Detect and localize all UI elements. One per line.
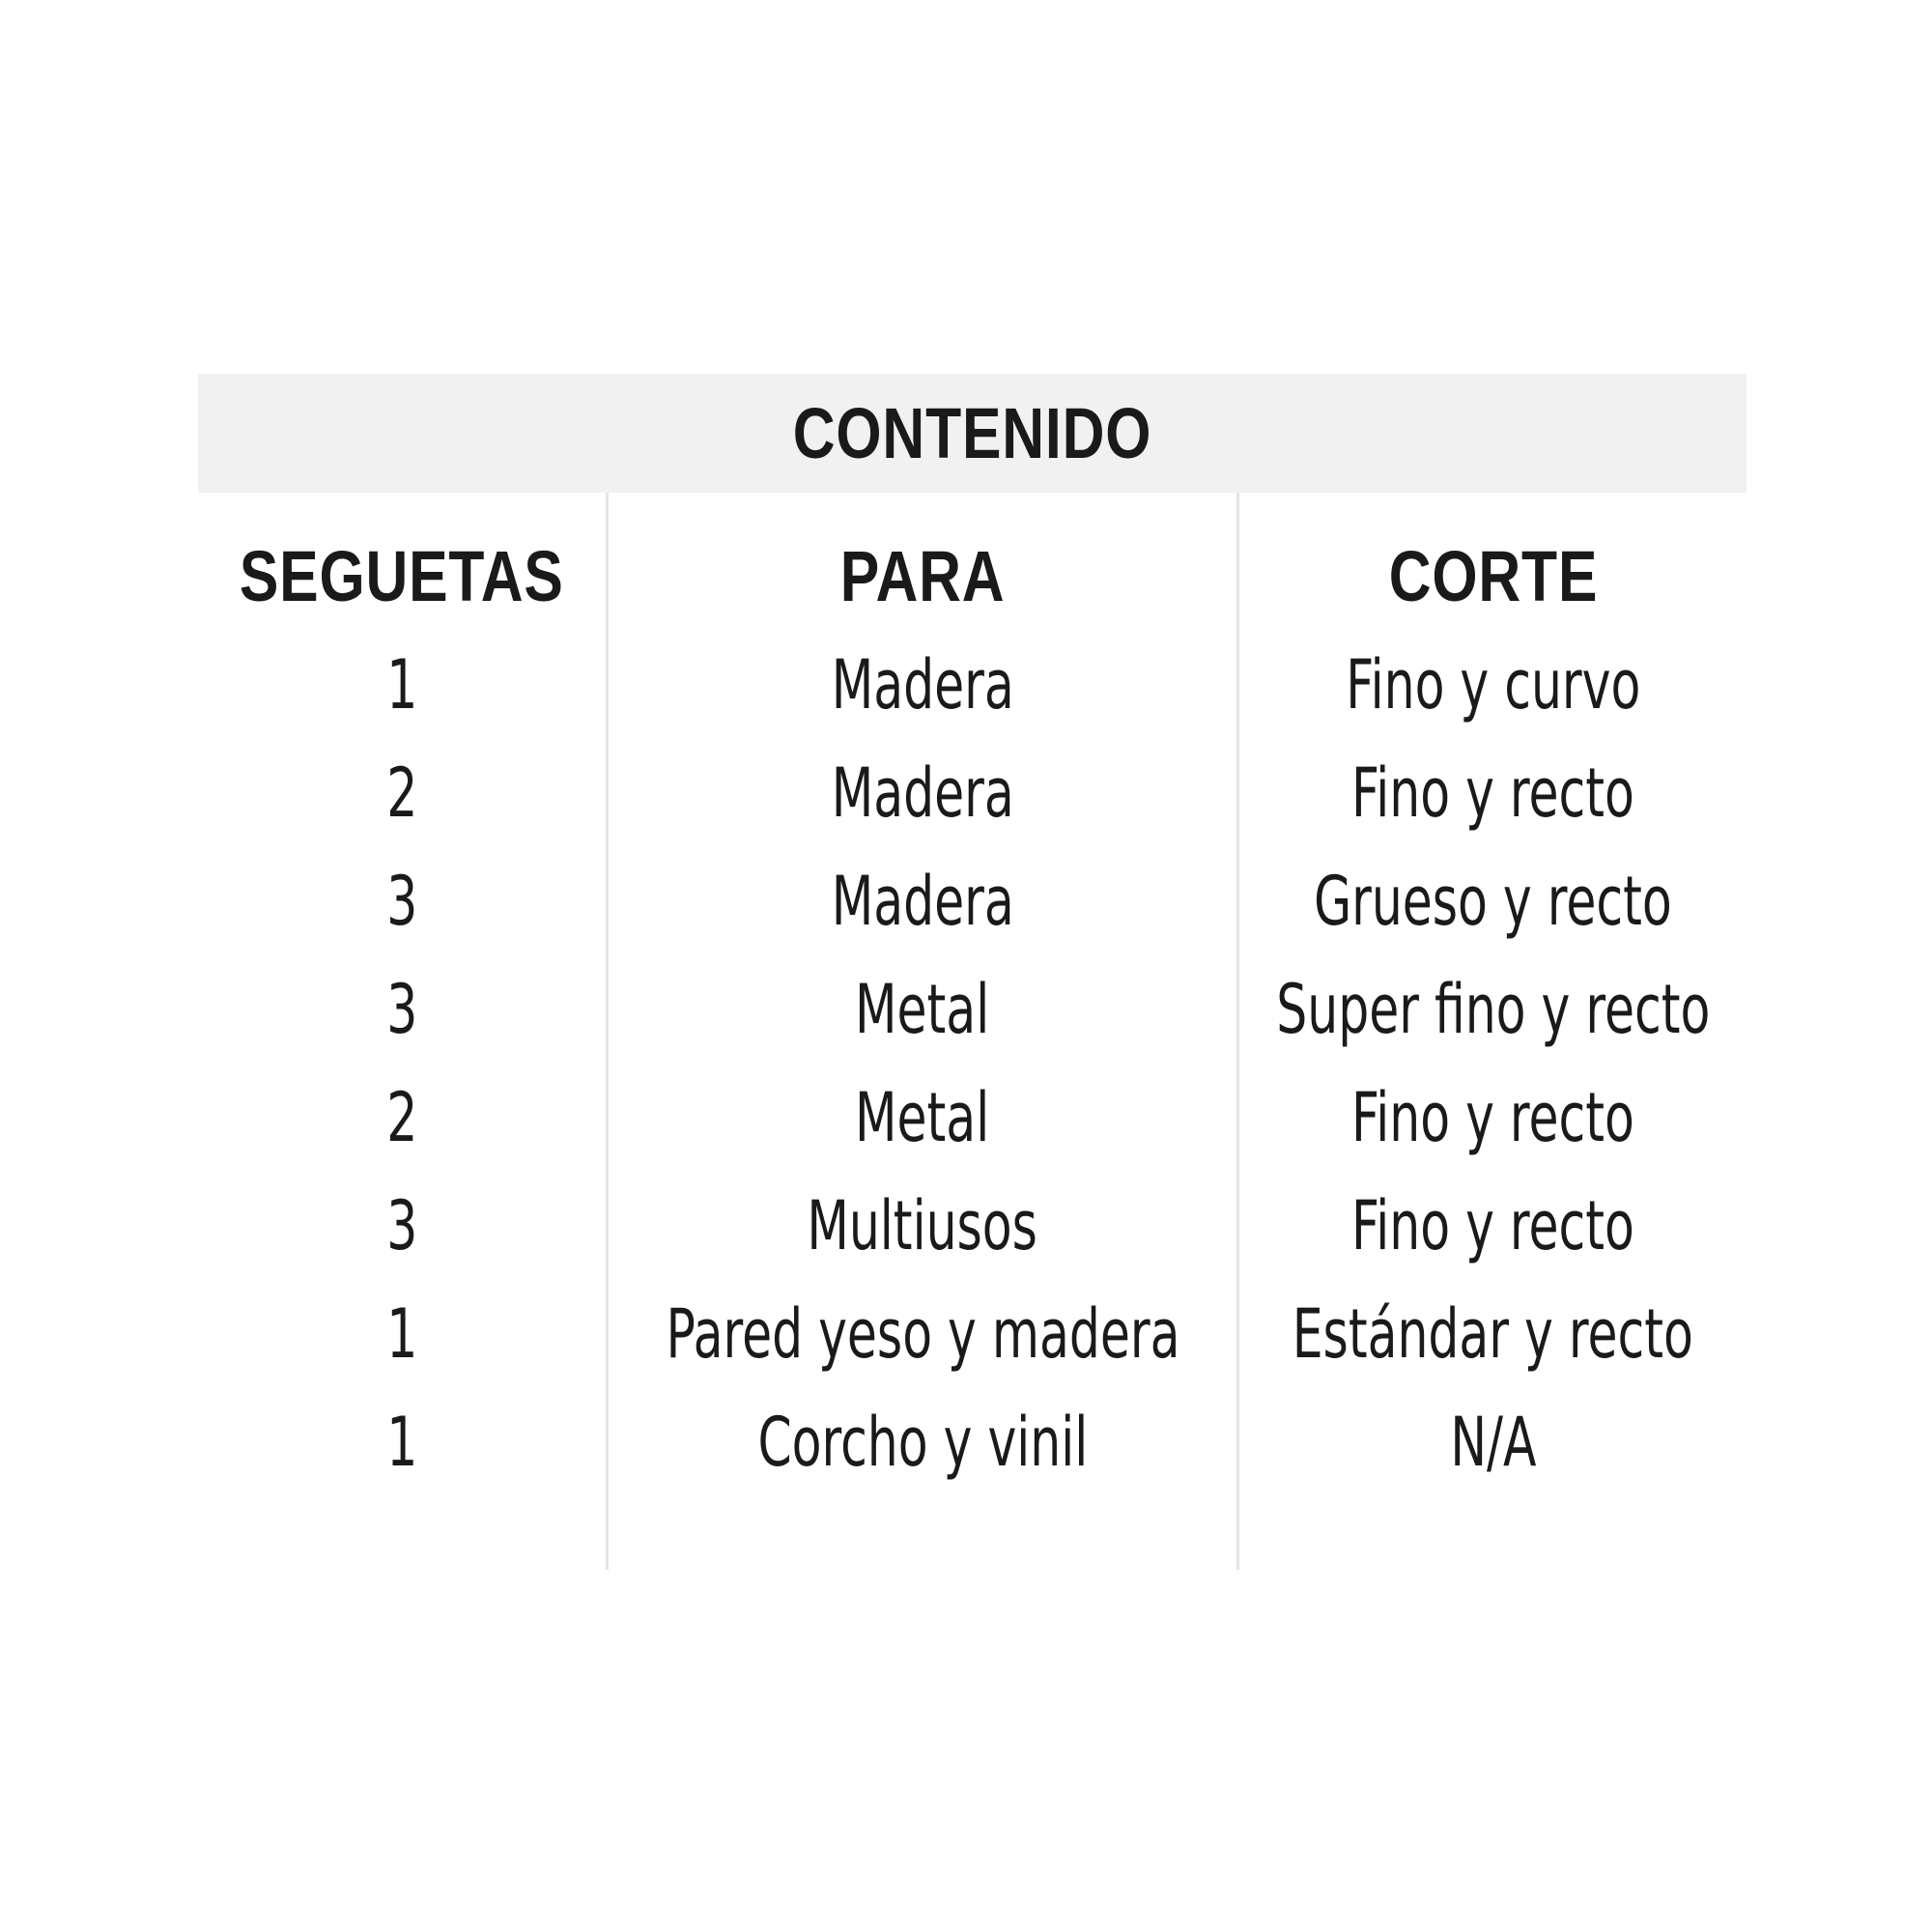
column-corte <box>1239 493 1747 1570</box>
table-cell <box>1239 847 1747 955</box>
seguetas-value: 1 <box>385 1294 418 1374</box>
table-cell <box>198 1280 606 1388</box>
header-cell-para <box>609 522 1236 630</box>
table-cell <box>198 631 606 739</box>
para-value: Metal <box>855 1078 990 1157</box>
table-title: CONTENIDO <box>792 393 1152 473</box>
corte-value: Fino y curvo <box>1345 645 1641 724</box>
corte-value: Grueso y recto <box>1314 862 1672 941</box>
table-cell <box>198 955 606 1064</box>
table-cell <box>198 1388 606 1496</box>
table-cell <box>1239 955 1747 1064</box>
table-cell <box>609 1388 1236 1496</box>
header-seguetas: SEGUETAS <box>240 535 564 616</box>
corte-value: Fino y recto <box>1351 753 1634 833</box>
header-cell-seguetas <box>198 522 606 630</box>
header-cell-corte <box>1239 522 1747 630</box>
corte-value: Estándar y recto <box>1292 1294 1694 1374</box>
table-cell <box>609 739 1236 847</box>
table-cell <box>1239 1388 1747 1496</box>
contents-table <box>198 374 1747 1570</box>
table-cell <box>1239 1172 1747 1280</box>
table-cell <box>198 1172 606 1280</box>
column-para <box>609 493 1236 1570</box>
seguetas-value: 3 <box>385 862 418 941</box>
table-cell <box>609 631 1236 739</box>
table-cell <box>1239 1280 1747 1388</box>
header-corte: CORTE <box>1388 535 1598 616</box>
para-value: Corcho y vinil <box>757 1403 1088 1482</box>
para-value: Madera <box>831 645 1014 724</box>
table-cell <box>609 1064 1236 1172</box>
table-cell <box>1239 631 1747 739</box>
corte-value: Fino y recto <box>1351 1078 1634 1157</box>
table-cell <box>1239 739 1747 847</box>
corte-value: N/A <box>1449 1403 1537 1482</box>
para-value: Multiusos <box>807 1186 1038 1265</box>
corte-value: Fino y recto <box>1351 1186 1634 1265</box>
column-seguetas <box>198 493 606 1570</box>
corte-value: Super fino y recto <box>1276 970 1711 1049</box>
header-para: PARA <box>839 535 1006 616</box>
table-cell <box>609 1172 1236 1280</box>
table-cell <box>609 847 1236 955</box>
seguetas-value: 1 <box>385 1403 418 1482</box>
seguetas-value: 1 <box>385 645 418 724</box>
para-value: Madera <box>831 862 1014 941</box>
table-cell <box>198 739 606 847</box>
seguetas-value: 3 <box>385 1186 418 1265</box>
table-cell <box>1239 1064 1747 1172</box>
para-value: Metal <box>855 970 990 1049</box>
table-cell <box>198 1064 606 1172</box>
seguetas-value: 2 <box>385 1078 418 1157</box>
seguetas-value: 2 <box>385 753 418 833</box>
table-cell <box>609 955 1236 1064</box>
para-value: Pared yeso y madera <box>665 1294 1180 1374</box>
table-cell <box>198 847 606 955</box>
table-cell <box>609 1280 1236 1388</box>
table-title-bar <box>198 374 1747 493</box>
seguetas-value: 3 <box>385 970 418 1049</box>
para-value: Madera <box>831 753 1014 833</box>
